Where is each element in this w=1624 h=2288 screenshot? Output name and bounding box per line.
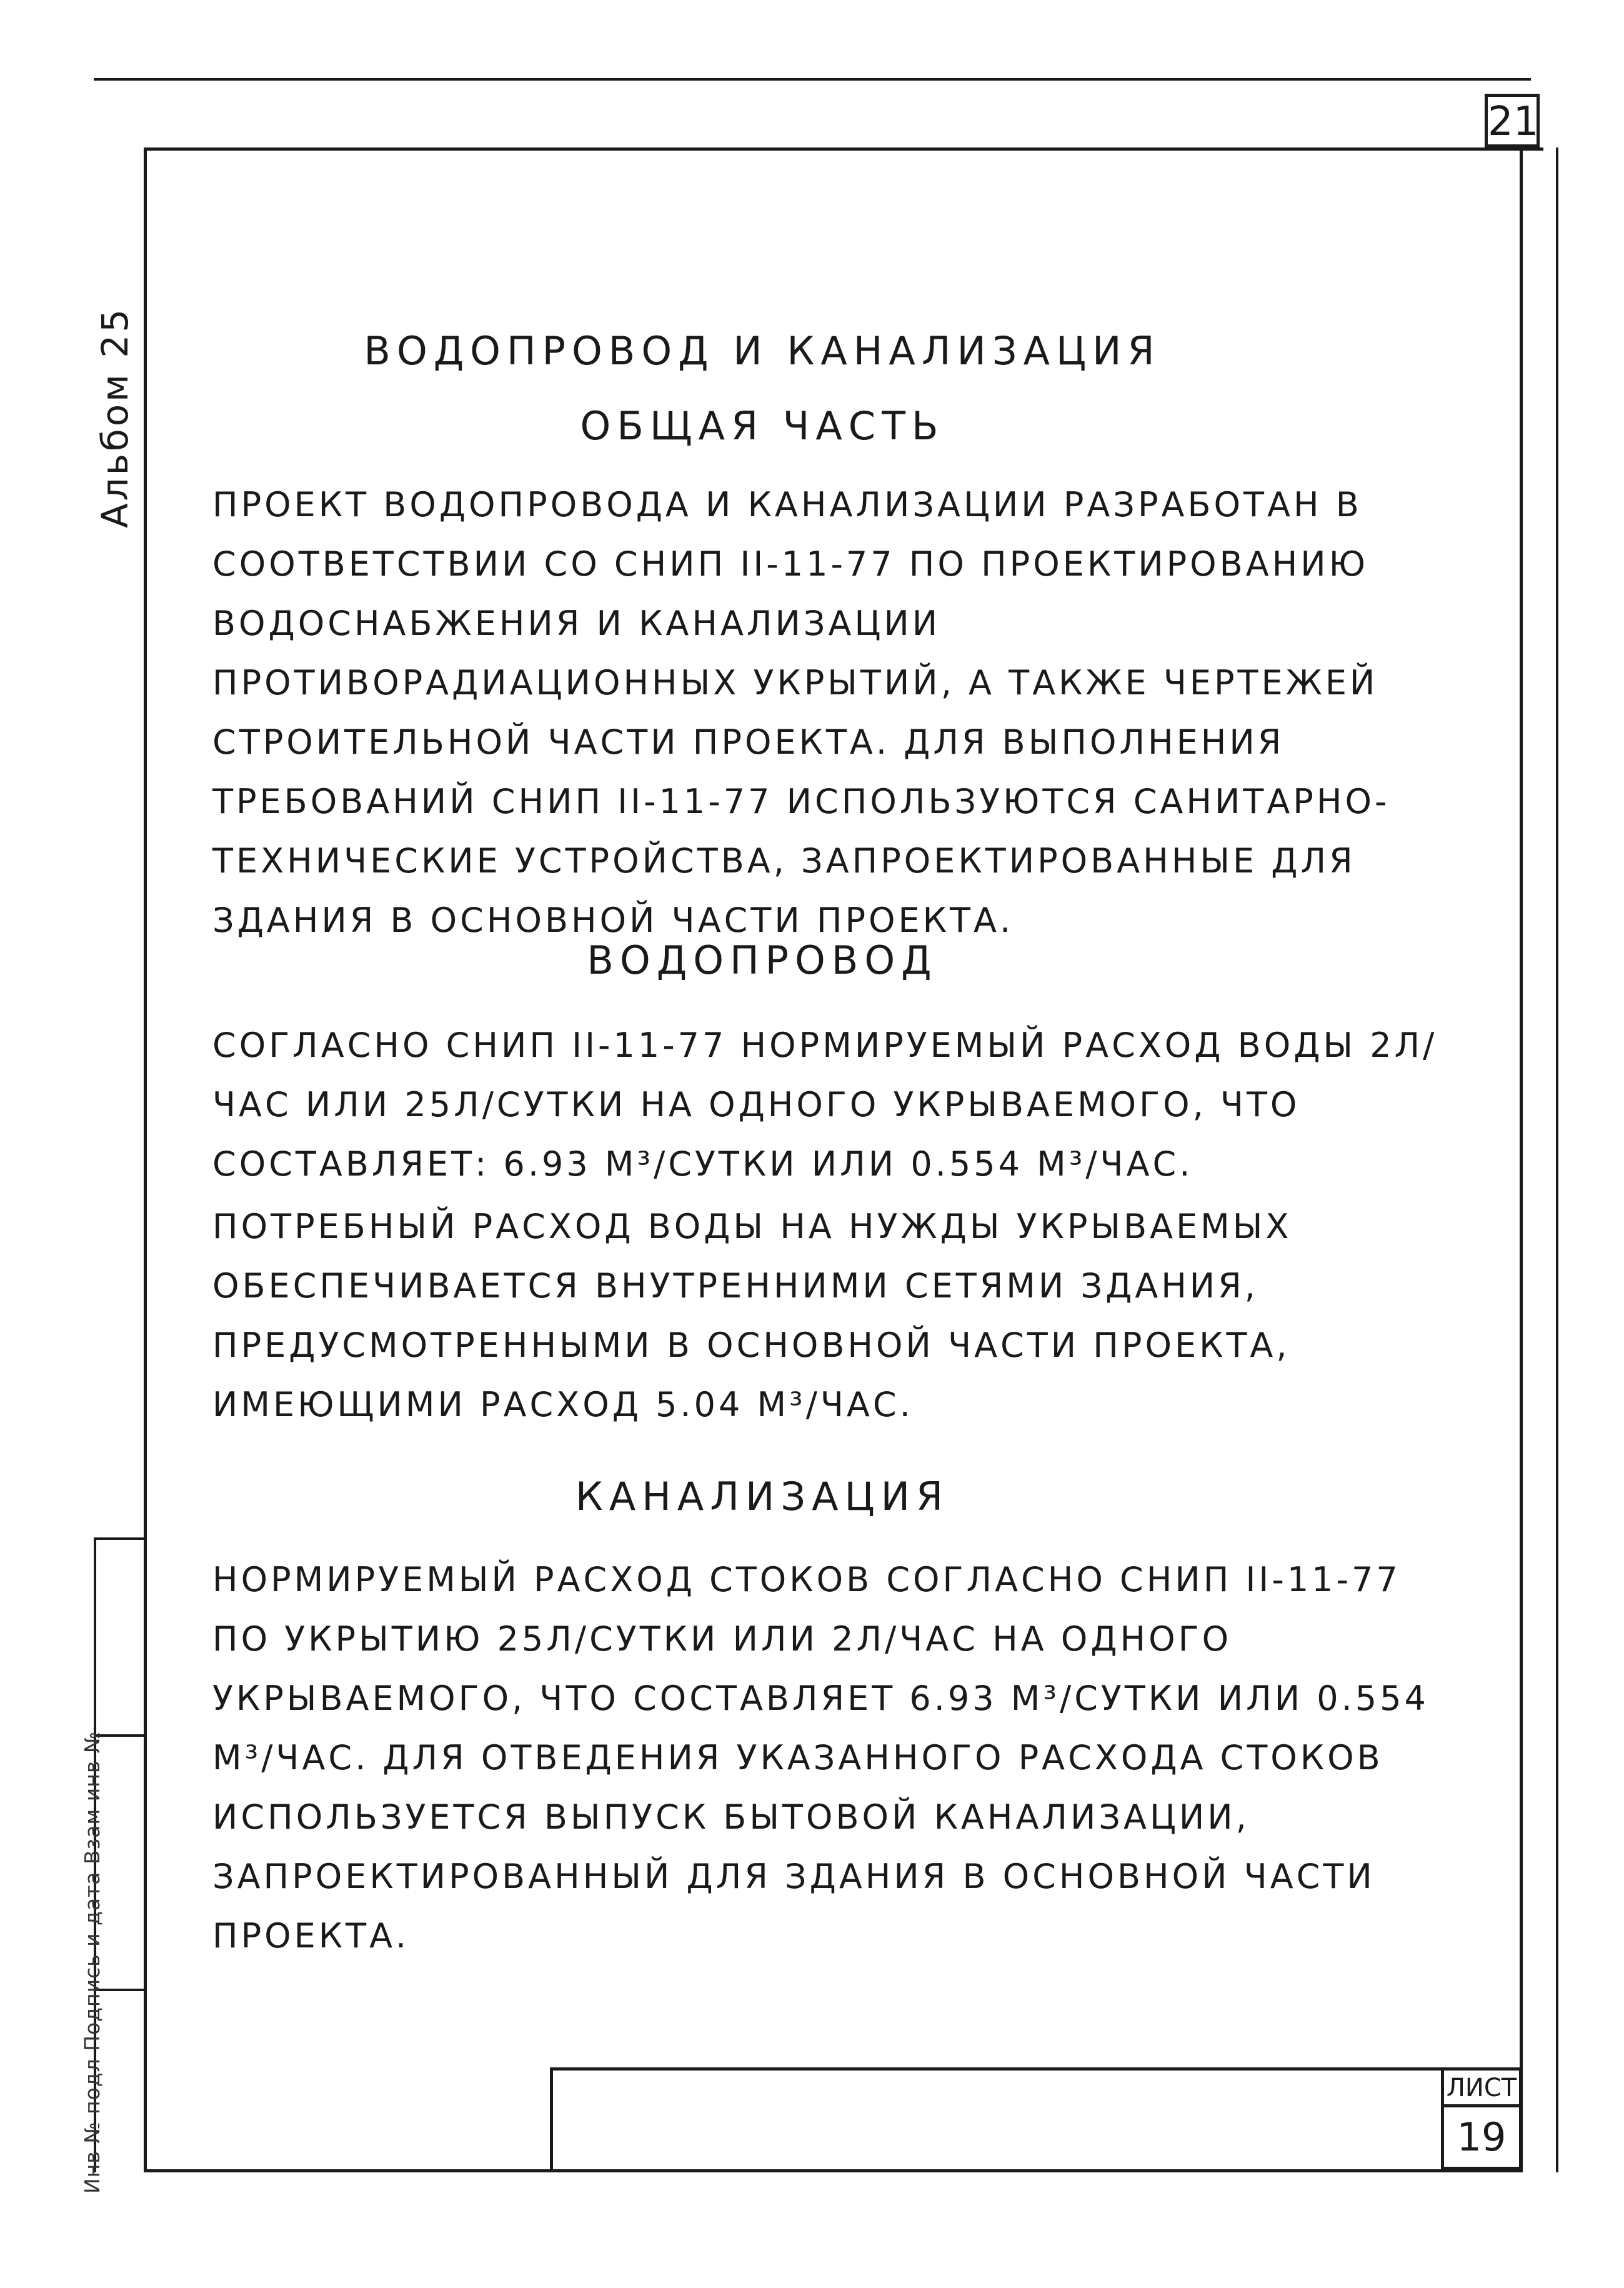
water-text-2: ПОТРЕБНЫЙ РАСХОД ВОДЫ НА НУЖДЫ УКРЫВАЕМЫХ ОБЕСПЕЧИВАЕТСЯ ВНУТРЕННИМИ СЕТЯМИ ЗДАНИЯ, ПРЕДУСМОТРЕННЫМИ В ОСНОВНОЙ ЧАСТИ ПРОЕКТА, ИМЕЮЩИМИ РАСХОД 5.04 М³/ЧАС. [212,1207,1292,1424]
sheet-box [1441,2070,1522,2170]
water-text-1: СОГЛАСНО СНИП II-11-77 НОРМИРУЕМЫЙ РАСХОД ВОДЫ 2Л/ЧАС ИЛИ 25Л/СУТКИ НА ОДНОГО УКРЫВАЕМОГО, ЧТО СОСТАВЛЯЕТ: 6.93 М³/СУТКИ ИЛИ 0.554 М³/ЧАС. [212,1026,1438,1184]
general-part-text: ПРОЕКТ ВОДОПРОВОДА И КАНАЛИЗАЦИИ РАЗРАБОТАН В СООТВЕТСТВИИ СО СНИП II-11-77 ПО ПРОЕКТИРОВАНИЮ ВОДОСНАБЖЕНИЯ И КАНАЛИЗАЦИИ ПРОТИВОРАДИАЦИОННЫХ УКРЫТИЙ, А ТАКЖЕ ЧЕРТЕЖЕЙ СТРОИТЕЛЬНОЙ ЧАСТИ ПРОЕКТА. ДЛЯ ВЫПОЛНЕНИЯ ТРЕБОВАНИЙ СНИП II-11-77 ИСПОЛЬЗУЮТСЯ САНИТАРНО-ТЕХНИЧЕСКИЕ УСТРОЙСТВА, ЗАПРОЕКТИРОВАННЫЕ ДЛЯ ЗДАНИЯ В ОСНОВНОЙ ЧАСТИ ПРОЕКТА. [212,485,1390,940]
frame-bottom-line [144,2169,1523,2172]
sheet-number: 19 [1457,2114,1507,2160]
stamp-strip-divider-1 [94,1537,146,1540]
side-stamp-text: Инв № подл Подпись и дата Взам инв № [80,1731,104,2194]
sewer-text: НОРМИРУЕМЫЙ РАСХОД СТОКОВ СОГЛАСНО СНИП II-11-77 ПО УКРЫТИЮ 25Л/СУТКИ ИЛИ 2Л/ЧАС НА ОДНОГО УКРЫВАЕМОГО, ЧТО СОСТАВЛЯЕТ 6.93 М³/СУТКИ ИЛИ 0.554 М³/ЧАС. ДЛЯ ОТВЕДЕНИЯ УКАЗАННОГО РАСХОДА СТОКОВ ИСПОЛЬЗУЕТСЯ ВЫПУСК БЫТОВОЙ КАНАЛИЗАЦИИ, ЗАПРОЕКТИРОВАННЫЙ ДЛЯ ЗДАНИЯ В ОСНОВНОЙ ЧАСТИ ПРОЕКТА. [212,1560,1429,1956]
title-block-top-line [550,2067,1522,2071]
frame-right-line [1520,147,1523,2172]
sewer-heading: КАНАЛИЗАЦИЯ [575,1474,950,1519]
frame-top-line [144,147,1543,151]
frame-right-outer-line [1556,147,1558,2172]
title-block-left-line [550,2067,553,2172]
water-heading: ВОДОПРОВОД [587,937,938,983]
sheet-label: ЛИСТ [1444,2070,1519,2107]
top-outer-line [94,78,1531,81]
album-label: Альбом 25 [94,306,136,528]
page-subtitle: ОБЩАЯ ЧАСТЬ [580,403,945,449]
corner-sheet-number: 21 [1485,94,1540,147]
page-title: ВОДОПРОВОД И КАНАЛИЗАЦИЯ [364,328,1161,374]
frame-left-line [144,147,147,2172]
